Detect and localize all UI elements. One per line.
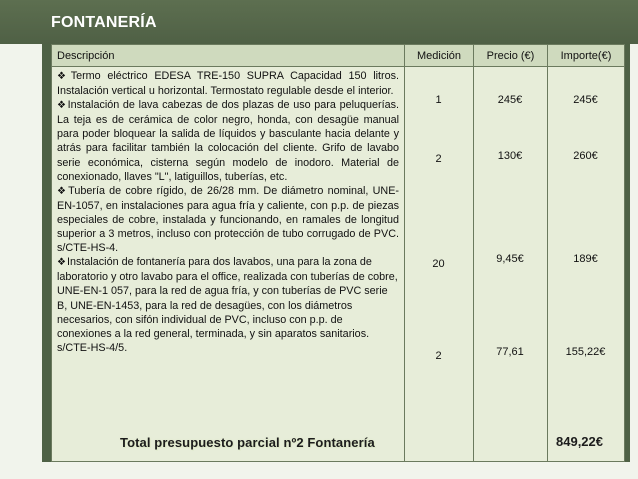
amount-value-2: 260€ [573, 150, 598, 162]
price-value-1: 245€ [497, 94, 523, 106]
section-title: FONTANERÍA [51, 14, 157, 31]
checkmark-bullet-icon: ❖ [57, 100, 67, 112]
item-description-4: ❖Instalación de fontanería para dos lavabos, una para la zona de laboratorio y otro lavabo para el office, realizada con tuberías de cobre, UNE-EN-1 057, para la red de agua fría, y con tuberías de PVC serie B, UNE-EN-1453, para la red de desagües, con los diámetros necesarios, con sifón individual de PVC, incluso con p.p. de conexiones a la red general, terminada, y sin aparatos sanitarios. s/CTE-HS-4/5. [57, 256, 398, 354]
checkmark-bullet-icon: ❖ [57, 71, 70, 82]
measurement-value-1: 1 [435, 94, 442, 106]
amount-value-4: 155,22€ [565, 346, 606, 358]
header-description: Descripción [52, 45, 405, 67]
price-value-3: 9,45€ [496, 253, 524, 265]
description-cell [52, 67, 405, 462]
header-amount: Importe(€) [548, 45, 625, 67]
header-price: Precio (€) [474, 45, 548, 67]
checkmark-bullet-icon: ❖ [57, 257, 66, 269]
item-description-1: ❖Termo eléctrico EDESA TRE-150 SUPRA Capacidad 150 litros. Instalación vertical u horizontal. Termostato regulable desde el interior. [57, 70, 399, 98]
total-value: 849,22€ [556, 434, 603, 449]
measurement-value-3: 20 [432, 258, 445, 270]
checkmark-bullet-icon: ❖ [57, 185, 68, 197]
section-header [0, 0, 638, 44]
total-label: Total presupuesto parcial nº2 Fontanería [120, 435, 375, 450]
measurement-value-4: 2 [435, 350, 442, 362]
measurement-value-2: 2 [435, 153, 442, 165]
amount-value-3: 189€ [573, 253, 598, 265]
table-header-row [52, 45, 625, 67]
item-description-3: ❖Tubería de cobre rígido, de 26/28 mm. De diámetro nominal, UNE-EN-1057, en instalaciones para agua fría y caliente, con p.p. de piezas especiales de cobre, instalada y funcionando, en ramales de longitud superior a 3 metros, incluso con protección de tubo corrugado de PVC. s/CTE-HS-4. [57, 184, 400, 255]
price-value-2: 130€ [497, 150, 523, 162]
header-measurement: Medición [405, 45, 474, 67]
item-description-2: ❖Instalación de lava cabezas de dos plazas de uso para peluquerías. La teja es de cerámica de color negro, honda, con desagüe manual para poder bloquear la salida de líquidos y basculante hacia delante y atrás para facilitar también la colocación del cliente. Grifo de lavabo serie económica, cisterna según modelo de inodoro. Material de conexionado, llaves "L", latiguillos, tuberías, etc. [57, 99, 399, 183]
price-value-4: 77,61 [496, 346, 524, 358]
amount-value-1: 245€ [573, 94, 598, 106]
